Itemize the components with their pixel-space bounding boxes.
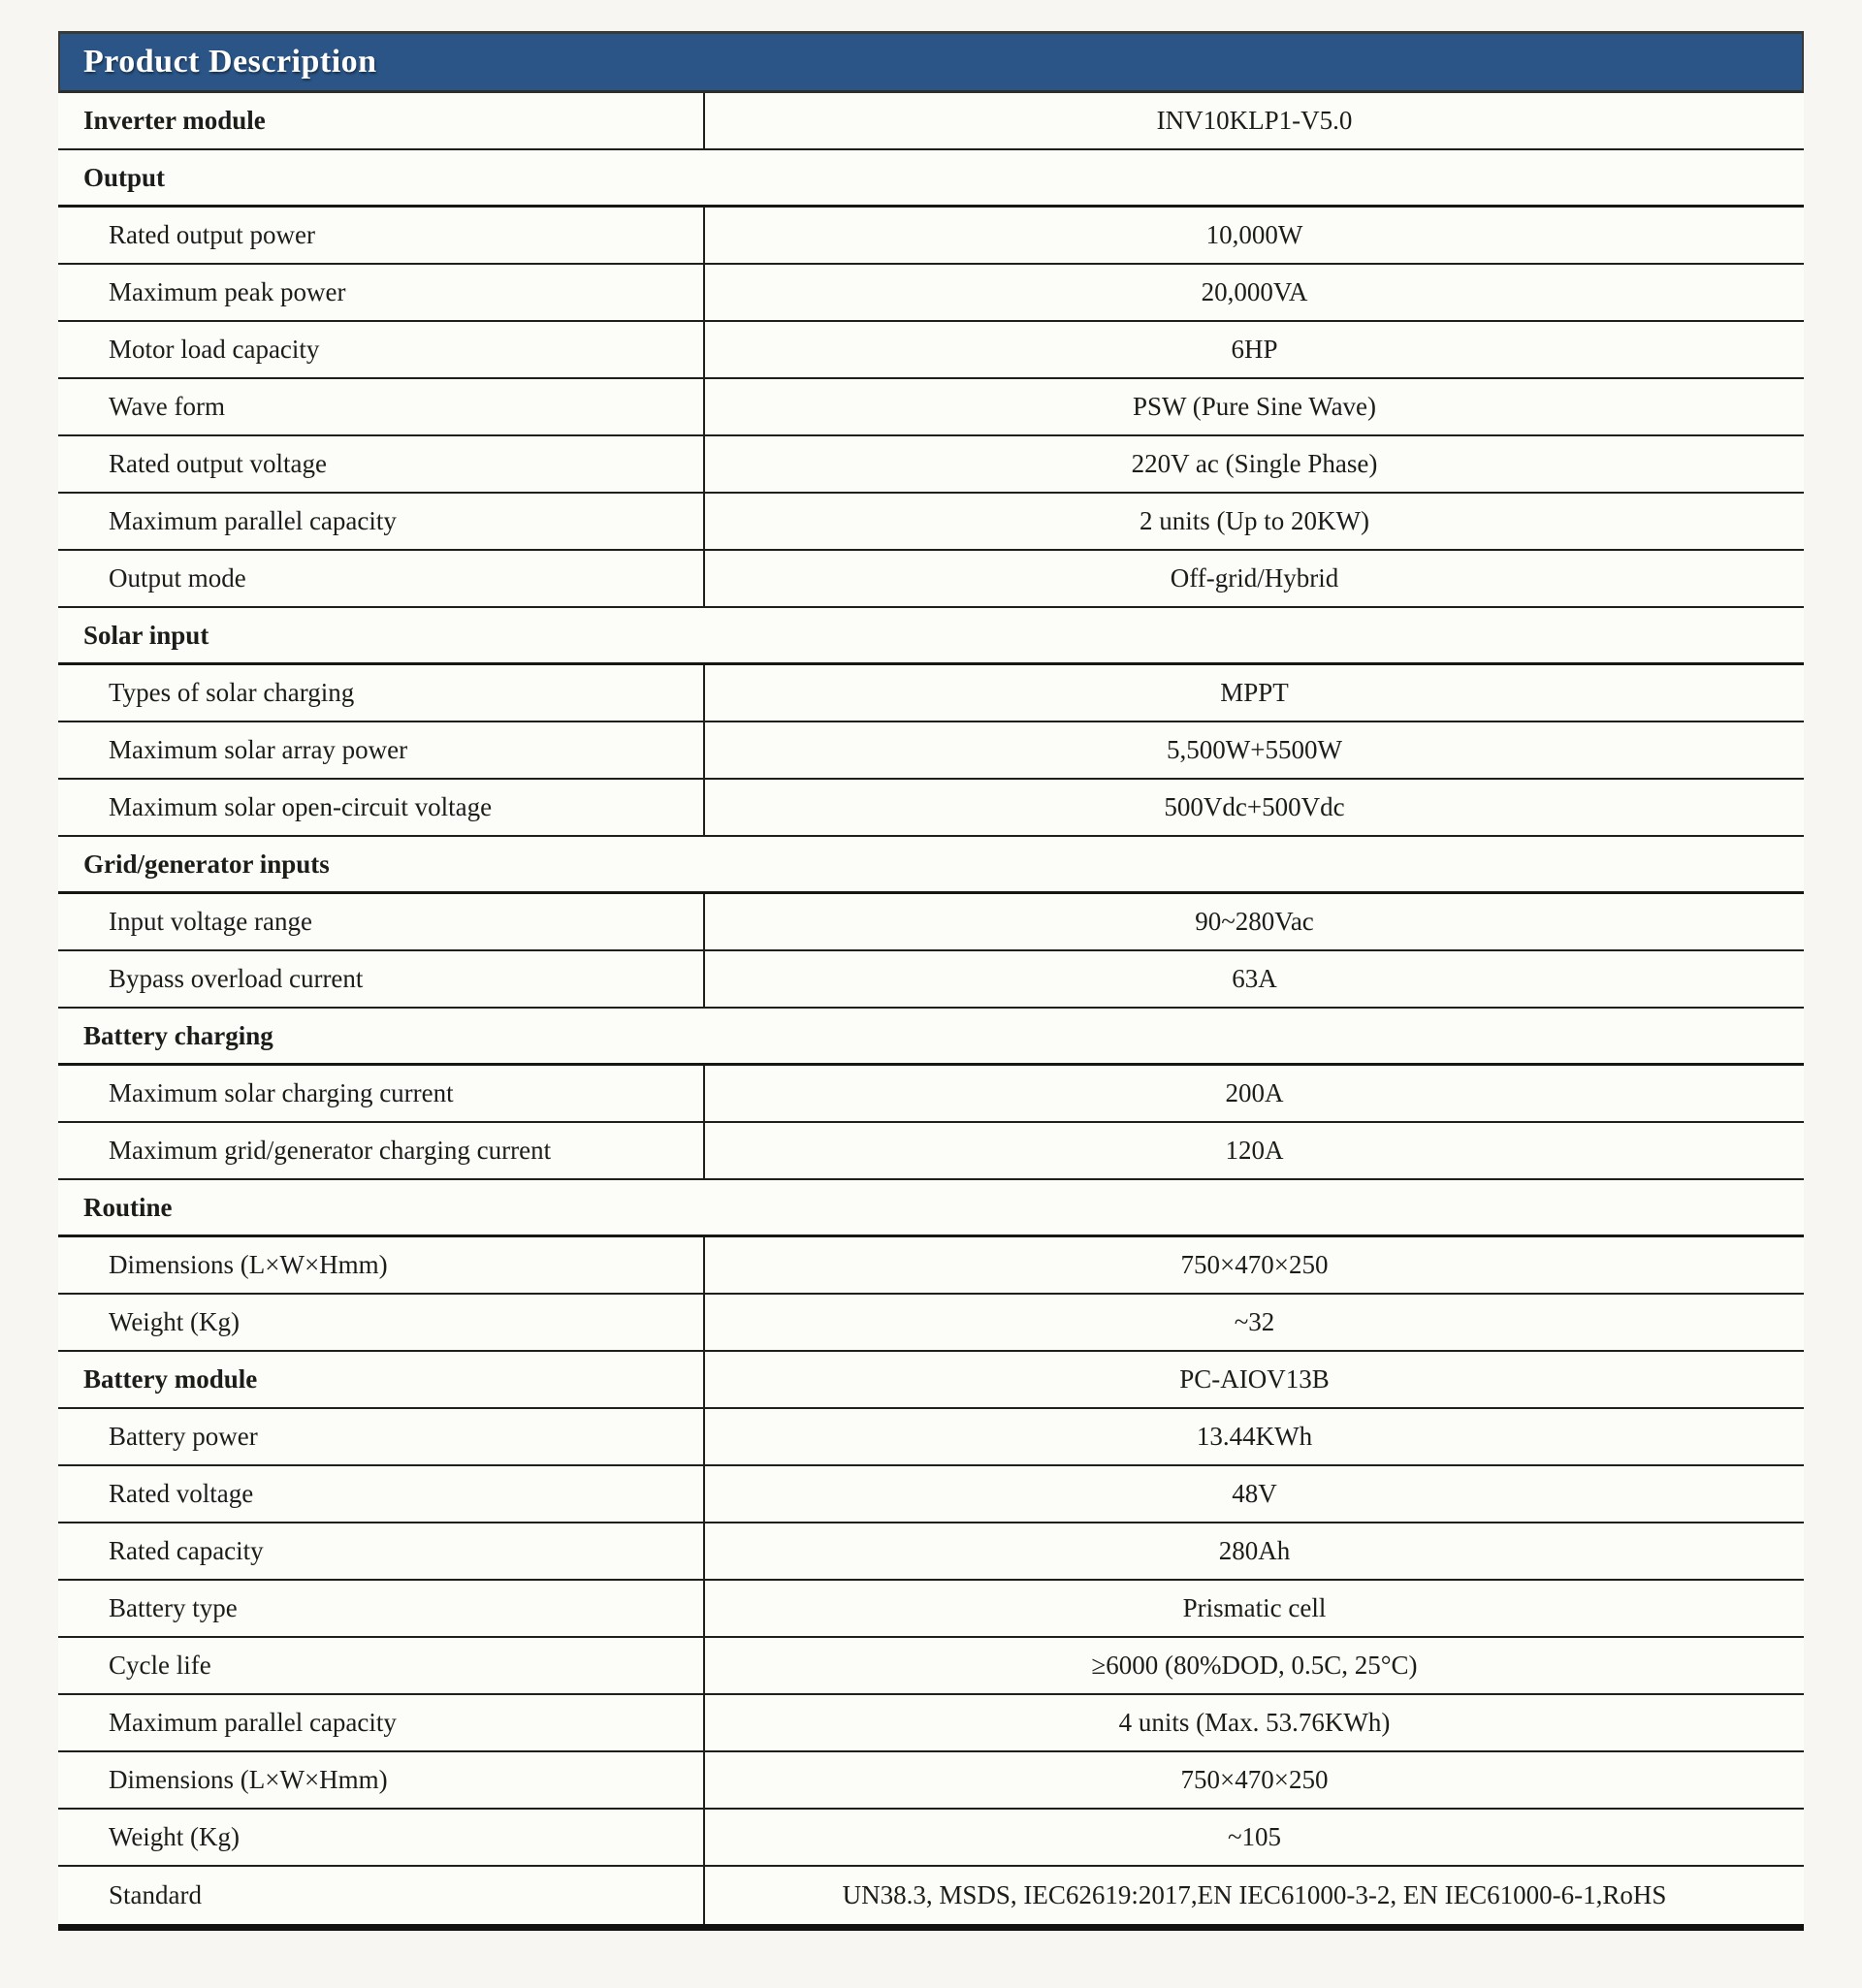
row-value: 5,500W+5500W xyxy=(703,722,1804,778)
table-row xyxy=(58,93,1804,150)
row-label: Dimensions (L×W×Hmm) xyxy=(109,1765,388,1794)
section-row xyxy=(58,608,1804,665)
row-value: UN38.3, MSDS, IEC62619:2017,EN IEC61000-3-2, EN IEC61000-6-1,RoHS xyxy=(703,1867,1804,1924)
table-row xyxy=(58,665,1804,722)
row-value: 90~280Vac xyxy=(703,894,1804,949)
section-label: Routine xyxy=(83,1192,173,1222)
section-row xyxy=(58,1180,1804,1237)
table-row xyxy=(58,436,1804,494)
table-row xyxy=(58,1523,1804,1581)
row-value: 750×470×250 xyxy=(703,1237,1804,1293)
row-label: Maximum peak power xyxy=(109,277,346,306)
row-value: 120A xyxy=(703,1123,1804,1178)
table-row xyxy=(58,1409,1804,1466)
table-row xyxy=(58,1237,1804,1295)
row-value: ≥6000 (80%DOD, 0.5C, 25°C) xyxy=(703,1638,1804,1693)
table-row xyxy=(58,894,1804,951)
page-title: Product Description xyxy=(83,44,377,80)
section-label: Solar input xyxy=(83,620,209,650)
row-value: 2 units (Up to 20KW) xyxy=(703,494,1804,549)
row-value: 48V xyxy=(703,1466,1804,1522)
row-label: Rated voltage xyxy=(109,1479,254,1508)
row-value: 13.44KWh xyxy=(703,1409,1804,1464)
row-value: 4 units (Max. 53.76KWh) xyxy=(703,1695,1804,1750)
row-value: PSW (Pure Sine Wave) xyxy=(703,379,1804,434)
row-value: 500Vdc+500Vdc xyxy=(703,780,1804,835)
table-row xyxy=(58,379,1804,436)
row-label: Maximum solar open-circuit voltage xyxy=(109,792,493,821)
row-label: Rated output power xyxy=(109,220,315,249)
section-label: Grid/generator inputs xyxy=(83,849,330,879)
row-label: Maximum solar charging current xyxy=(109,1078,454,1107)
row-label: Bypass overload current xyxy=(109,964,364,993)
section-label: Battery charging xyxy=(83,1020,273,1050)
table-row xyxy=(58,951,1804,1009)
table-row xyxy=(58,208,1804,265)
row-value: Prismatic cell xyxy=(703,1581,1804,1636)
row-label: Battery power xyxy=(109,1422,258,1451)
table-row xyxy=(58,780,1804,837)
product-spec-table xyxy=(58,31,1804,1931)
table-row xyxy=(58,1466,1804,1523)
table-row xyxy=(58,1638,1804,1695)
row-value: 220V ac (Single Phase) xyxy=(703,436,1804,492)
row-label: Cycle life xyxy=(109,1651,211,1680)
row-label: Weight (Kg) xyxy=(109,1307,241,1336)
row-value: 63A xyxy=(703,951,1804,1007)
table-row xyxy=(58,1123,1804,1180)
table-row xyxy=(58,1867,1804,1924)
table-row xyxy=(58,722,1804,780)
row-label: Wave form xyxy=(109,392,226,421)
table-row xyxy=(58,1752,1804,1810)
table-row xyxy=(58,1066,1804,1123)
row-value: ~32 xyxy=(703,1295,1804,1350)
row-label: Standard xyxy=(109,1880,202,1909)
row-label: Weight (Kg) xyxy=(109,1822,241,1851)
section-row xyxy=(58,150,1804,208)
section-label: Output xyxy=(83,162,166,192)
section-row xyxy=(58,1009,1804,1066)
table-row xyxy=(58,1581,1804,1638)
table-body xyxy=(58,93,1804,1931)
row-label: Motor load capacity xyxy=(109,335,320,364)
table-row xyxy=(58,1810,1804,1867)
row-value: INV10KLP1-V5.0 xyxy=(703,93,1804,148)
row-value: 200A xyxy=(703,1066,1804,1121)
row-value: ~105 xyxy=(703,1810,1804,1865)
row-value: 10,000W xyxy=(703,208,1804,263)
row-label: Maximum grid/generator charging current xyxy=(109,1136,552,1165)
row-label: Output mode xyxy=(109,563,246,593)
row-value: Off-grid/Hybrid xyxy=(703,551,1804,606)
row-label: Battery module xyxy=(83,1364,258,1394)
row-value: 750×470×250 xyxy=(703,1752,1804,1808)
section-row xyxy=(58,837,1804,894)
table-row xyxy=(58,551,1804,608)
table-row xyxy=(58,322,1804,379)
row-value: MPPT xyxy=(703,665,1804,721)
table-header-bar xyxy=(58,31,1804,93)
table-row xyxy=(58,265,1804,322)
row-label: Rated capacity xyxy=(109,1536,264,1565)
row-label: Types of solar charging xyxy=(109,678,355,707)
table-row xyxy=(58,494,1804,551)
row-value: 280Ah xyxy=(703,1523,1804,1579)
row-value: PC-AIOV13B xyxy=(703,1352,1804,1407)
row-label: Inverter module xyxy=(83,106,266,135)
row-label: Dimensions (L×W×Hmm) xyxy=(109,1250,388,1279)
row-label: Maximum parallel capacity xyxy=(109,506,397,535)
row-value: 6HP xyxy=(703,322,1804,377)
row-label: Maximum solar array power xyxy=(109,735,408,764)
table-row xyxy=(58,1295,1804,1352)
row-label: Input voltage range xyxy=(109,907,312,936)
row-label: Maximum parallel capacity xyxy=(109,1708,397,1737)
table-row xyxy=(58,1695,1804,1752)
row-label: Battery type xyxy=(109,1593,238,1622)
row-label: Rated output voltage xyxy=(109,449,327,478)
table-row xyxy=(58,1352,1804,1409)
row-value: 20,000VA xyxy=(703,265,1804,320)
